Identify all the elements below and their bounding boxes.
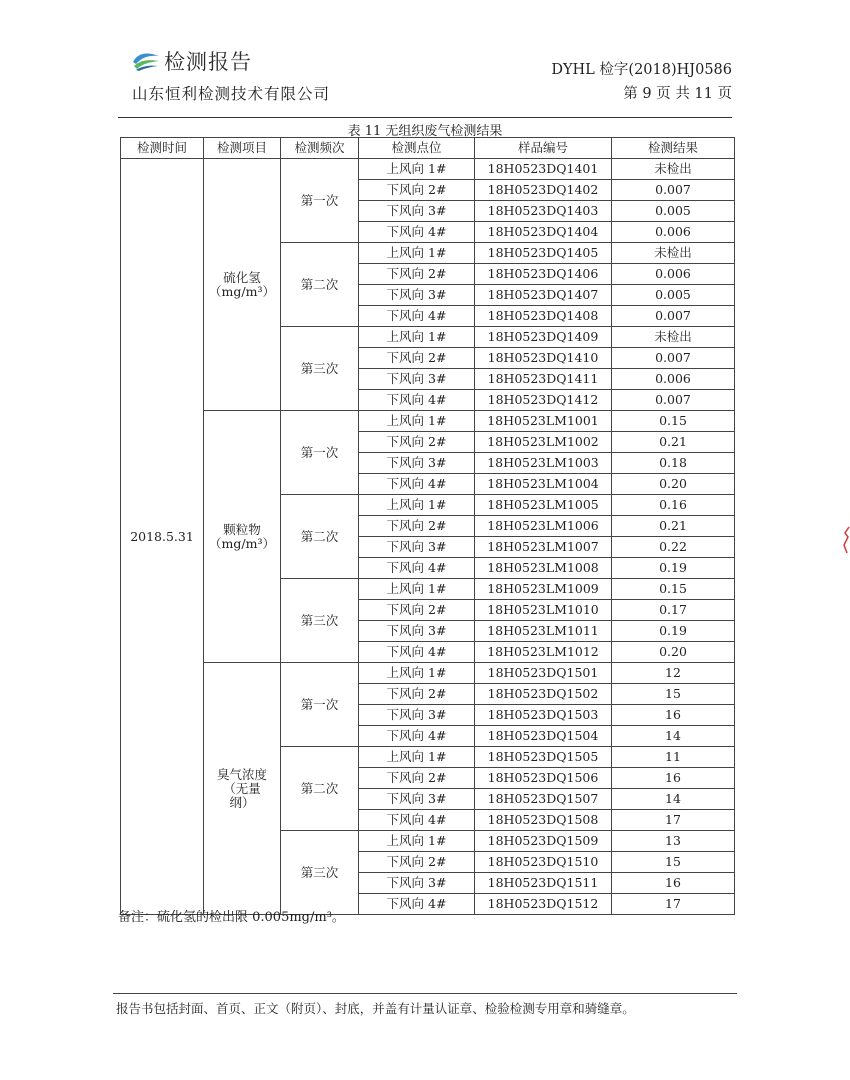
result-cell: 0.007 [612,390,735,411]
point-cell: 下风向 3# [359,369,475,390]
sample-cell: 18H0523DQ1411 [475,369,612,390]
sample-cell: 18H0523DQ1401 [475,159,612,180]
seam-stamp-fragment [842,525,850,555]
point-cell: 下风向 2# [359,432,475,453]
sample-cell: 18H0523DQ1505 [475,747,612,768]
result-cell: 0.21 [612,432,735,453]
result-cell: 0.006 [612,222,735,243]
result-cell: 0.005 [612,201,735,222]
result-cell: 12 [612,663,735,684]
page-info: 第 9 页 共 11 页 [623,86,732,102]
point-cell: 下风向 3# [359,285,475,306]
round-cell: 第三次 [281,327,359,411]
result-cell: 0.18 [612,453,735,474]
sample-cell: 18H0523DQ1407 [475,285,612,306]
result-cell: 0.006 [612,264,735,285]
point-cell: 下风向 3# [359,789,475,810]
sample-cell: 18H0523LM1001 [475,411,612,432]
sample-cell: 18H0523DQ1404 [475,222,612,243]
point-cell: 上风向 1# [359,411,475,432]
point-cell: 下风向 4# [359,306,475,327]
point-cell: 下风向 3# [359,873,475,894]
sample-cell: 18H0523DQ1405 [475,243,612,264]
col-header: 检测点位 [359,138,475,159]
round-cell: 第三次 [281,831,359,915]
result-cell: 0.15 [612,579,735,600]
sample-cell: 18H0523DQ1410 [475,348,612,369]
result-cell: 0.20 [612,474,735,495]
item-cell: 硫化氢 （mg/m³） [204,159,281,411]
result-cell: 17 [612,810,735,831]
table-header-row [121,138,735,159]
round-cell: 第一次 [281,663,359,747]
sample-cell: 18H0523LM1009 [475,579,612,600]
point-cell: 下风向 4# [359,726,475,747]
sample-cell: 18H0523DQ1412 [475,390,612,411]
sample-cell: 18H0523DQ1502 [475,684,612,705]
point-cell: 下风向 3# [359,621,475,642]
table-row [121,411,735,432]
round-cell: 第一次 [281,159,359,243]
result-cell: 15 [612,684,735,705]
table-row [121,159,735,180]
point-cell: 下风向 4# [359,558,475,579]
point-cell: 下风向 3# [359,201,475,222]
sample-cell: 18H0523DQ1402 [475,180,612,201]
sample-cell: 18H0523LM1004 [475,474,612,495]
result-cell: 0.20 [612,642,735,663]
remark-note: 备注：硫化氢的检出限 0.005mg/m³。 [118,910,345,925]
point-cell: 下风向 2# [359,600,475,621]
point-cell: 下风向 3# [359,453,475,474]
round-cell: 第三次 [281,579,359,663]
logo-line [132,46,330,76]
point-cell: 上风向 1# [359,327,475,348]
point-cell: 下风向 2# [359,516,475,537]
sample-cell: 18H0523LM1002 [475,432,612,453]
point-cell: 上风向 1# [359,243,475,264]
result-cell: 16 [612,705,735,726]
result-cell: 0.006 [612,369,735,390]
sample-cell: 18H0523LM1006 [475,516,612,537]
table-body [121,159,735,915]
header-right [551,58,732,106]
table-row [121,663,735,684]
sample-cell: 18H0523LM1008 [475,558,612,579]
result-cell: 14 [612,789,735,810]
result-cell: 0.19 [612,621,735,642]
table-title: 表 11 无组织废气检测结果 [347,124,503,139]
results-table [120,137,735,915]
sample-cell: 18H0523DQ1510 [475,852,612,873]
point-cell: 下风向 2# [359,768,475,789]
sample-cell: 18H0523LM1010 [475,600,612,621]
point-cell: 下风向 2# [359,684,475,705]
footer-rule [113,993,737,994]
round-cell: 第一次 [281,411,359,495]
sample-cell: 18H0523DQ1506 [475,768,612,789]
result-cell: 16 [612,873,735,894]
sample-cell: 18H0523DQ1507 [475,789,612,810]
sample-cell: 18H0523DQ1501 [475,663,612,684]
sample-cell: 18H0523DQ1511 [475,873,612,894]
result-cell: 未检出 [612,327,735,348]
result-cell: 14 [612,726,735,747]
report-heading: 检测报告 [164,50,252,74]
result-cell: 0.005 [612,285,735,306]
point-cell: 上风向 1# [359,495,475,516]
point-cell: 上风向 1# [359,831,475,852]
round-cell: 第二次 [281,495,359,579]
sample-cell: 18H0523LM1007 [475,537,612,558]
sample-cell: 18H0523DQ1503 [475,705,612,726]
result-cell: 0.007 [612,180,735,201]
result-cell: 0.17 [612,600,735,621]
sample-cell: 18H0523LM1003 [475,453,612,474]
round-cell: 第二次 [281,747,359,831]
point-cell: 下风向 4# [359,390,475,411]
point-cell: 上风向 1# [359,579,475,600]
col-header: 检测频次 [281,138,359,159]
col-header: 检测结果 [612,138,735,159]
result-cell: 11 [612,747,735,768]
result-cell: 17 [612,894,735,915]
sample-cell: 18H0523LM1012 [475,642,612,663]
col-header: 检测项目 [204,138,281,159]
round-cell: 第二次 [281,243,359,327]
company-name: 山东恒利检测技术有限公司 [132,85,331,103]
header-left [132,46,330,104]
sample-cell: 18H0523DQ1509 [475,831,612,852]
result-cell: 未检出 [612,159,735,180]
result-cell: 0.007 [612,348,735,369]
point-cell: 下风向 4# [359,474,475,495]
sample-cell: 18H0523DQ1508 [475,810,612,831]
report-number: DYHL 检字(2018)HJ0586 [551,62,732,78]
result-cell: 0.16 [612,495,735,516]
result-cell: 15 [612,852,735,873]
result-cell: 0.22 [612,537,735,558]
header-rule [118,117,732,118]
sample-cell: 18H0523LM1011 [475,621,612,642]
result-cell: 13 [612,831,735,852]
point-cell: 下风向 2# [359,348,475,369]
point-cell: 下风向 4# [359,642,475,663]
point-cell: 下风向 2# [359,852,475,873]
point-cell: 下风向 4# [359,894,475,915]
result-cell: 0.15 [612,411,735,432]
point-cell: 上风向 1# [359,159,475,180]
point-cell: 下风向 3# [359,705,475,726]
point-cell: 下风向 4# [359,222,475,243]
item-cell: 颗粒物 （mg/m³） [204,411,281,663]
sample-cell: 18H0523DQ1403 [475,201,612,222]
point-cell: 下风向 2# [359,264,475,285]
col-header: 样品编号 [475,138,612,159]
sample-cell: 18H0523LM1005 [475,495,612,516]
date-cell: 2018.5.31 [121,159,204,915]
result-cell: 未检出 [612,243,735,264]
point-cell: 下风向 2# [359,180,475,201]
sample-cell: 18H0523DQ1504 [475,726,612,747]
sample-cell: 18H0523DQ1512 [475,894,612,915]
result-cell: 0.19 [612,558,735,579]
sample-cell: 18H0523DQ1406 [475,264,612,285]
point-cell: 上风向 1# [359,663,475,684]
item-cell: 臭气浓度 （无量 纲） [204,663,281,915]
company-logo-icon [132,50,160,72]
sample-cell: 18H0523DQ1408 [475,306,612,327]
sample-cell: 18H0523DQ1409 [475,327,612,348]
result-cell: 0.21 [612,516,735,537]
footer-text: 报告书包括封面、首页、正文（附页）、封底，并盖有计量认证章、检验检测专用章和骑缝章。 [116,1001,635,1016]
point-cell: 上风向 1# [359,747,475,768]
result-cell: 0.007 [612,306,735,327]
point-cell: 下风向 4# [359,810,475,831]
result-cell: 16 [612,768,735,789]
col-header: 检测时间 [121,138,204,159]
point-cell: 下风向 3# [359,537,475,558]
